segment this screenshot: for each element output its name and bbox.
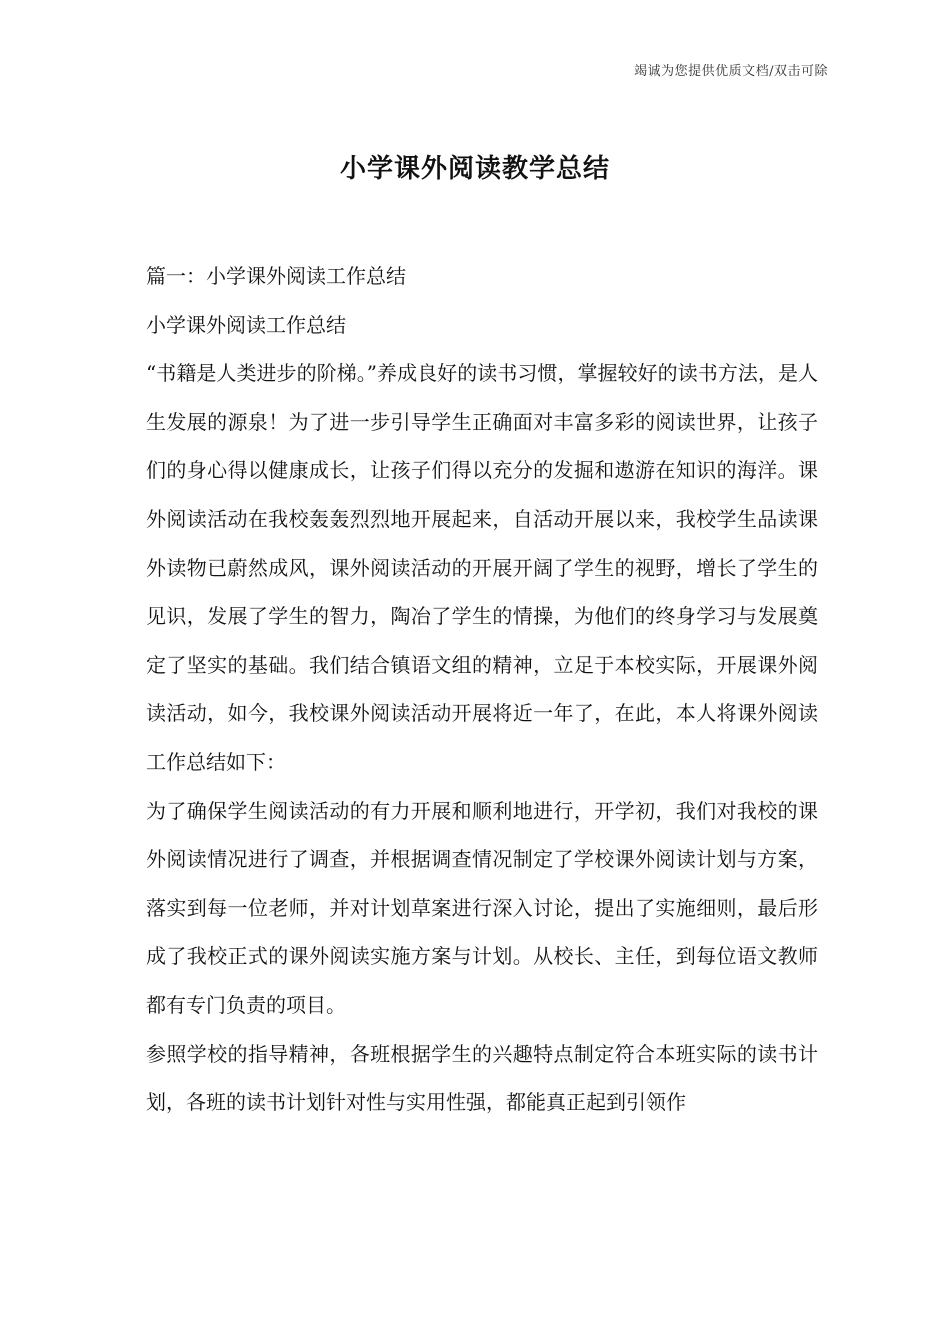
document-body — [146, 252, 818, 1127]
section-heading: 篇一：小学课外阅读工作总结 — [146, 264, 406, 288]
body-paragraph: “书籍是人类进步的阶梯。”养成良好的读书习惯，掌握较好的读书方法，是人生发展的源泉！为了进一步引导学生正确面对丰富多彩的阅读世界，让孩子们的身心得以健康成长，让孩子们得以充分的发掘和遨游在知识的海洋。课外阅读活动在我校轰轰烈烈地开展起来，自活动开展以来，我校学生品读课外读物已蔚然成风，课外阅读活动的开展开阔了学生的视野，增长了学生的见识，发展了学生的智力，陶冶了学生的情操，为他们的终身学习与发展奠定了坚实的基础。我们结合镇语文组的精神，立足于本校实际，开展课外阅读活动，如今，我校课外阅读活动开展将近一年了，在此，本人将课外阅读工作总结如下： — [146, 361, 818, 774]
header-note: 竭诚为您提供优质文档/双击可除 — [634, 64, 828, 79]
body-paragraph: 为了确保学生阅读活动的有力开展和顺利地进行，开学初，我们对我校的课外阅读情况进行了调查，并根据调查情况制定了学校课外阅读计划与方案，落实到每一位老师，并对计划草案进行深入讨论，提出了实施细则，最后形成了我校正式的课外阅读实施方案与计划。从校长、主任，到每位语文教师都有专门负责的项目。 — [146, 798, 818, 1017]
document-title: 小学课外阅读教学总结 — [339, 154, 610, 184]
section-subheading: 小学课外阅读工作总结 — [146, 312, 346, 337]
body-paragraph: 参照学校的指导精神，各班根据学生的兴趣特点制定符合本班实际的读书计划，各班的读书计划针对性与实用性强，都能真正起到引领作 — [146, 1041, 818, 1115]
